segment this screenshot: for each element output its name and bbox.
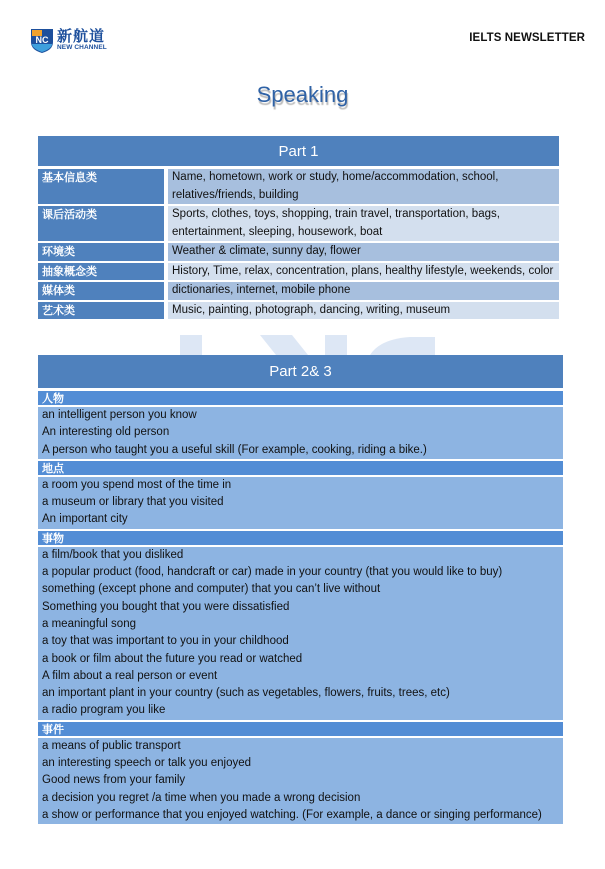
part23-category-heading: 事物 bbox=[38, 531, 563, 547]
part1-topics-cell: dictionaries, internet, mobile phone bbox=[168, 282, 559, 300]
list-item: Something you bought that you were dissatisfied bbox=[42, 600, 290, 613]
part1-row bbox=[38, 243, 559, 263]
list-item: An interesting old person bbox=[42, 426, 170, 439]
newsletter-label: IELTS NEWSLETTER bbox=[469, 32, 585, 44]
part23-category-list bbox=[38, 547, 563, 722]
part1-table bbox=[38, 136, 559, 321]
list-item: a popular product (food, handcraft or car) made in your country (that you would like to buy) bbox=[42, 566, 503, 579]
list-item: a radio program you like bbox=[42, 704, 166, 717]
part1-topics-cell: History, Time, relax, concentration, plans, healthy lifestyle, weekends, color bbox=[168, 263, 559, 281]
part1-category-label: 环境类 bbox=[42, 245, 75, 258]
part1-category-label: 课后活动类 bbox=[42, 208, 97, 221]
list-item: an important plant in your country (such as vegetables, flowers, fruits, trees, etc) bbox=[42, 687, 450, 700]
part23-heading: Part 2& 3 bbox=[38, 355, 563, 391]
logo-english-name: NEW CHANNEL bbox=[57, 43, 107, 51]
logo-mark: NC bbox=[35, 34, 49, 45]
list-item: Good news from your family bbox=[42, 774, 186, 787]
list-item: a decision you regret /a time when you made a wrong decision bbox=[42, 791, 361, 804]
list-item: something (except phone and computer) that you can’t live without bbox=[42, 583, 381, 596]
part1-category-cell bbox=[38, 169, 168, 204]
part1-topics-cell: Sports, clothes, toys, shopping, train travel, transportation, bags, entertainment, sleeping, housework, boat bbox=[168, 206, 559, 241]
list-item: a museum or library that you visited bbox=[42, 496, 224, 509]
part1-category-label: 媒体类 bbox=[42, 284, 75, 297]
list-item: a toy that was important to you in your childhood bbox=[42, 635, 289, 648]
part1-row bbox=[38, 263, 559, 283]
part23-category-list bbox=[38, 407, 563, 461]
list-item: an interesting speech or talk you enjoyed bbox=[42, 757, 252, 770]
part1-topics-cell: Music, painting, photograph, dancing, writing, museum bbox=[168, 302, 559, 320]
watermark-shape bbox=[180, 335, 440, 355]
list-item: A film about a real person or event bbox=[42, 669, 218, 682]
list-item: a means of public transport bbox=[42, 739, 181, 752]
list-item: a book or film about the future you read or watched bbox=[42, 652, 303, 665]
list-item: a show or performance that you enjoyed watching. (For example, a dance or singing performance) bbox=[42, 808, 542, 821]
part1-category-cell bbox=[38, 243, 168, 261]
part1-row bbox=[38, 169, 559, 206]
logo-chinese-name: 新航道 bbox=[57, 26, 106, 45]
brand-logo bbox=[30, 26, 125, 54]
shield-logo-icon bbox=[30, 27, 54, 54]
part23-category-list bbox=[38, 477, 563, 531]
part1-row bbox=[38, 206, 559, 243]
part1-category-cell bbox=[38, 206, 168, 241]
part23-category-heading: 地点 bbox=[38, 461, 563, 477]
page-title: Speaking bbox=[256, 82, 349, 107]
part1-category-cell bbox=[38, 263, 168, 281]
part1-topics-cell: Weather & climate, sunny day, flower bbox=[168, 243, 559, 261]
list-item: An important city bbox=[42, 513, 128, 526]
part1-heading: Part 1 bbox=[38, 136, 559, 169]
part1-category-label: 艺术类 bbox=[42, 303, 75, 317]
list-item: A person who taught you a useful skill (For example, cooking, riding a bike.) bbox=[42, 443, 427, 456]
part1-topics-cell: Name, hometown, work or study, home/accommodation, school, relatives/friends, building bbox=[168, 169, 559, 204]
part23-table bbox=[38, 355, 563, 826]
part1-row bbox=[38, 282, 559, 302]
part1-category-label: 抽象概念类 bbox=[42, 264, 97, 278]
list-item: a room you spend most of the time in bbox=[42, 478, 232, 491]
list-item: an intelligent person you know bbox=[42, 409, 197, 421]
list-item: a meaningful song bbox=[42, 617, 136, 630]
list-item: a film/book that you disliked bbox=[42, 548, 184, 561]
part23-category-heading: 事件 bbox=[38, 722, 563, 738]
part23-category-heading: 人物 bbox=[38, 391, 563, 407]
part23-category-list bbox=[38, 738, 563, 826]
part1-category-cell bbox=[38, 282, 168, 300]
part1-category-cell bbox=[38, 302, 168, 320]
part1-row bbox=[38, 302, 559, 322]
part1-category-label: 基本信息类 bbox=[42, 171, 97, 184]
